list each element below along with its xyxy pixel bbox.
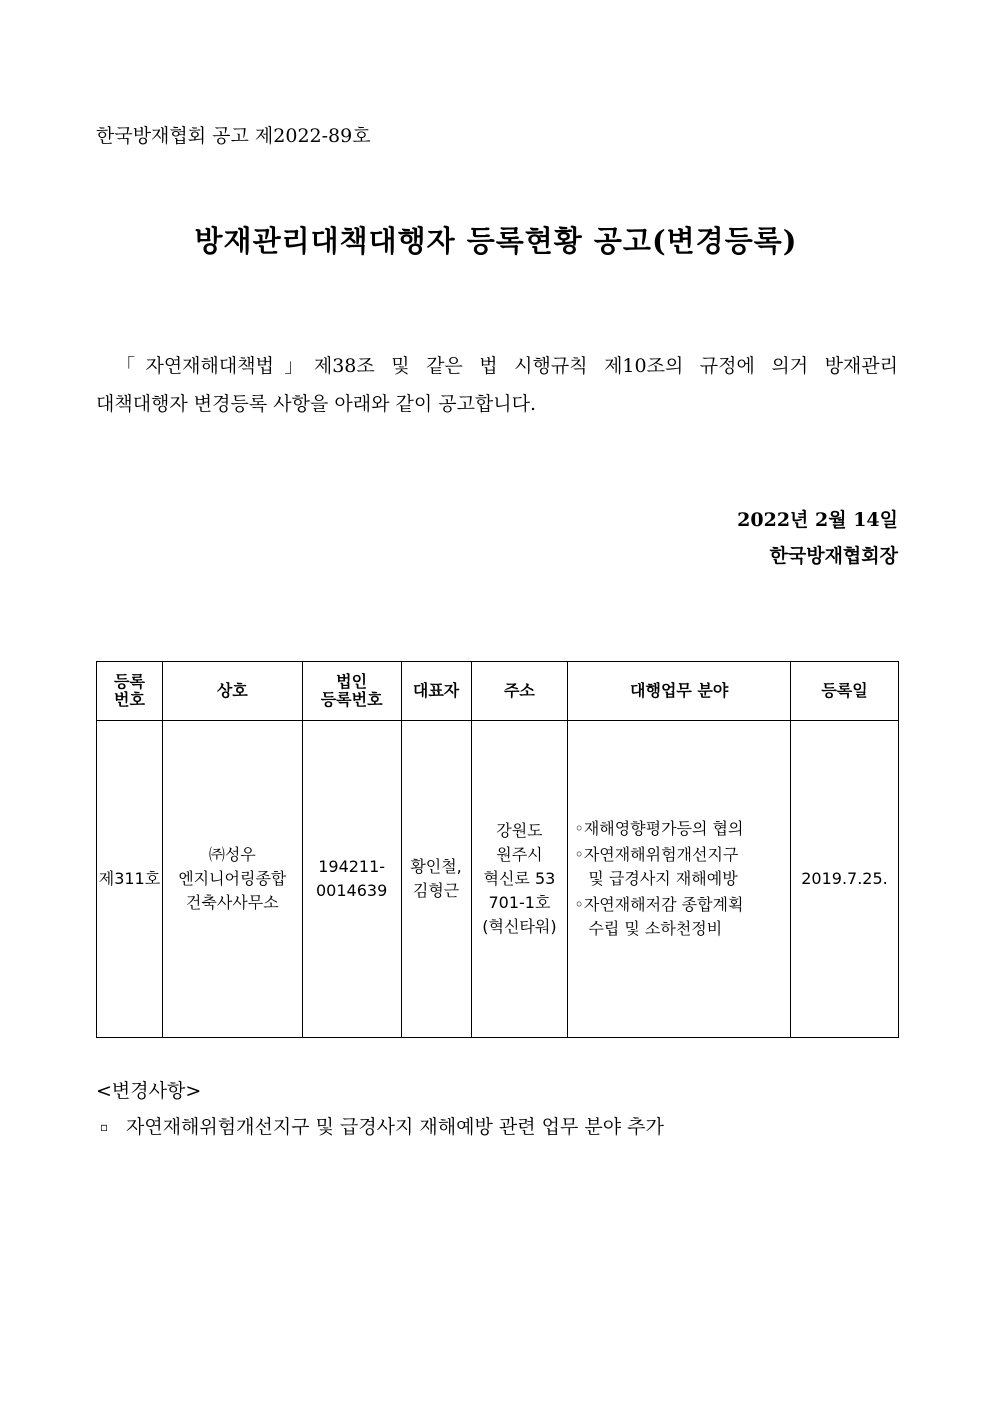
field-1-text: ◦재해영향평가등의 협의 <box>574 819 744 838</box>
cell-corp-no <box>302 721 401 1038</box>
header-corp-no <box>302 662 401 721</box>
issuer-name: 한국방재협회장 <box>769 545 898 567</box>
address-line2: 원주시 <box>496 845 543 864</box>
body-line-1: 「자연재해대책법」제38조 및 같은 법 시행규칙 제10조의 규정에 의거 방재관리 <box>116 355 898 377</box>
header-reg-no-line1: 등록 <box>114 672 145 691</box>
company-line3: 건축사사무소 <box>185 893 279 912</box>
document-title: 방재관리대책대행자 등록현황 공고(변경등록) <box>194 224 798 258</box>
header-reg-no <box>97 662 163 721</box>
company-line2: 엔지니어링종합 <box>178 869 287 888</box>
field-item-1 <box>574 817 790 841</box>
cell-company <box>162 721 302 1038</box>
square-bullet-icon: ▫ <box>100 1120 109 1134</box>
address-line1: 강원도 <box>496 821 543 840</box>
table-row <box>97 721 899 1038</box>
notice-number: 한국방재협회 공고 제2022-89호 <box>96 125 371 147</box>
field-item-3 <box>574 893 790 941</box>
corp-no-line2: 0014639 <box>316 881 388 900</box>
header-corp-no-line2: 등록번호 <box>320 690 383 709</box>
cell-fields <box>568 721 791 1038</box>
registration-table <box>96 661 899 1038</box>
field-2-text-a: ◦자연재해위험개선지구 <box>574 845 739 864</box>
header-representative: 대표자 <box>401 662 471 721</box>
address-line3: 혁신로 53 <box>483 869 556 888</box>
header-address: 주소 <box>471 662 568 721</box>
rep-line1: 황인철, <box>410 857 462 876</box>
field-2-text-b: 및 급경사지 재해예방 <box>588 869 738 888</box>
changes-heading: <변경사항> <box>96 1080 202 1102</box>
cell-reg-no: 제311호 <box>97 721 163 1038</box>
field-3-text-b: 수립 및 소하천정비 <box>588 919 723 938</box>
cell-address <box>471 721 568 1038</box>
address-line5: (혁신타워) <box>482 917 557 936</box>
field-3-text-a: ◦자연재해저감 종합계획 <box>574 895 744 914</box>
header-reg-no-line2: 번호 <box>114 690 145 709</box>
header-fields: 대행업무 분야 <box>568 662 791 721</box>
notice-date: 2022년 2월 14일 <box>737 509 898 531</box>
header-corp-no-line1: 법인 <box>336 672 368 691</box>
cell-representative <box>401 721 471 1038</box>
table-header-row <box>97 662 899 721</box>
address-line4: 701-1호 <box>488 893 551 912</box>
cell-reg-date: 2019.7.25. <box>791 721 899 1038</box>
header-company: 상호 <box>162 662 302 721</box>
rep-line2: 김형근 <box>412 881 460 900</box>
header-reg-date: 등록일 <box>791 662 899 721</box>
body-paragraph <box>96 347 898 423</box>
company-line1: ㈜성우 <box>208 845 256 864</box>
body-line-2: 대책대행자 변경등록 사항을 아래와 같이 공고합니다. <box>96 393 537 415</box>
changes-item <box>100 1112 664 1139</box>
field-item-2 <box>574 843 790 891</box>
changes-item-text: 자연재해위험개선지구 및 급경사지 재해예방 관련 업무 분야 추가 <box>126 1116 664 1138</box>
corp-no-line1: 194211- <box>318 857 386 876</box>
